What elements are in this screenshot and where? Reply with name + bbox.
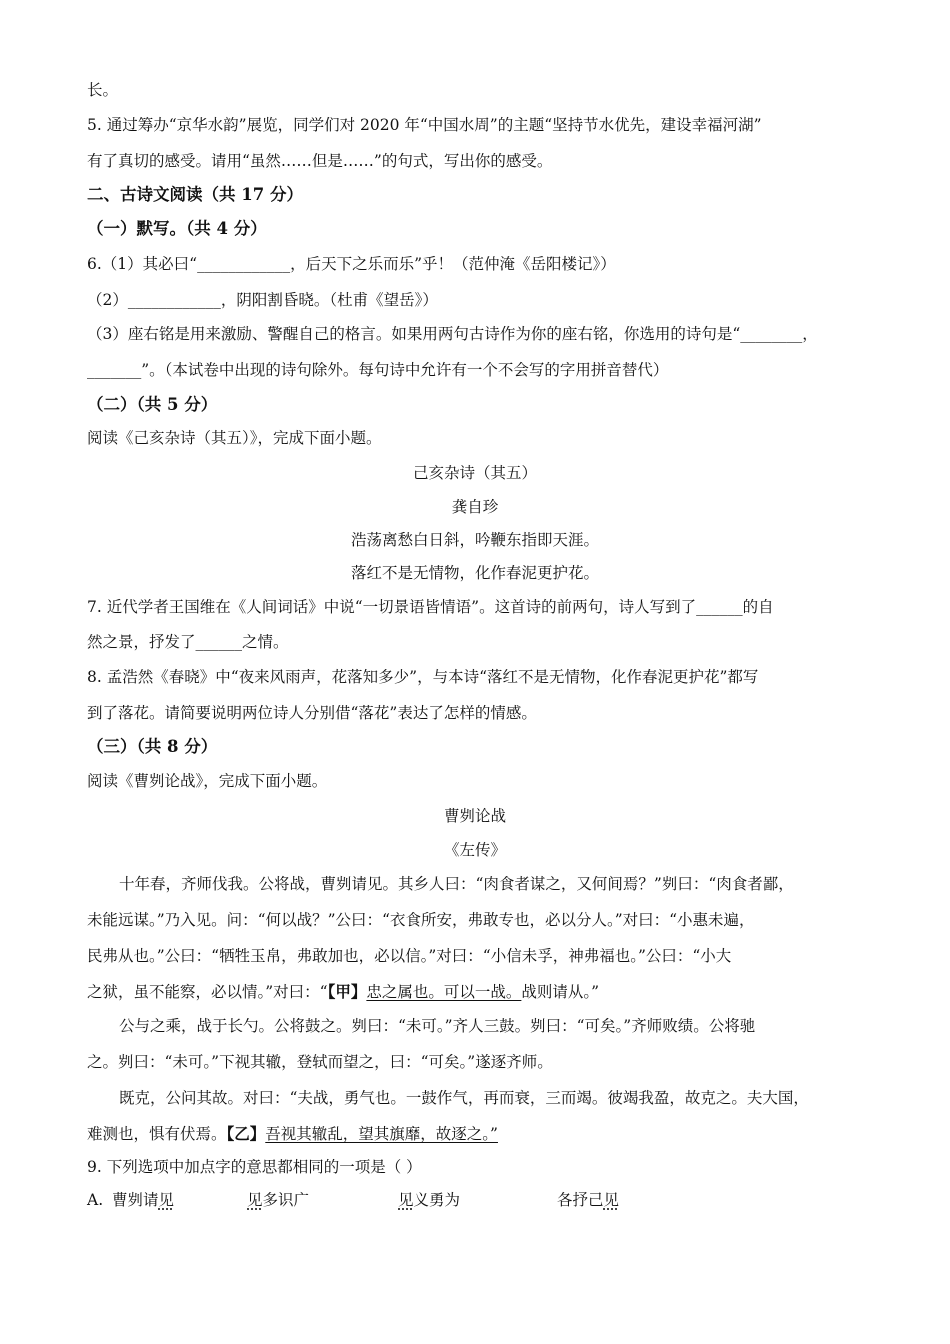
- mark-jia: 【甲】: [327, 982, 367, 1001]
- item2-text: 多识广: [262, 1191, 310, 1209]
- item3-dotted-char: 见: [398, 1191, 414, 1209]
- q5-line1: 5. 通过筹办“京华水韵”展览，同学们对 2020 年“中国水周”的主题“坚持节水优先，建设幸福河湖”: [87, 116, 762, 134]
- section-title: 二、古诗文阅读（共 17 分）: [87, 185, 303, 204]
- poem-title: 己亥杂诗（其五）: [412, 464, 537, 482]
- q9-option-a-item3: [398, 1190, 460, 1210]
- part2-title: （二）（共 5 分）: [87, 395, 218, 414]
- q8-line2: 到了落花。请简要说明两位诗人分别借“落花”表达了怎样的情感。: [87, 704, 537, 722]
- prose-p1-line4: [87, 982, 599, 1002]
- poem-line2: 落红不是无情物，化作春泥更护花。: [350, 564, 599, 582]
- prose-p1-line2: 未能远谋。”乃入见。问：“何以战？”公曰：“衣食所安，弗敢专也，必以分人。”对曰：“小惠未遍，: [87, 911, 755, 929]
- q9-option-a-item2: [247, 1190, 309, 1210]
- q6-1: 6.（1）其必曰“____________，后天下之乐而乐”乎！（范仲淹《岳阳楼记》）: [87, 255, 616, 273]
- q6-2: （2）____________，阴阳割昏晓。（杜甫《望岳》）: [87, 291, 438, 309]
- q9-option-a-label: A.: [87, 1191, 104, 1209]
- part2-intro: 阅读《己亥杂诗（其五）》，完成下面小题。: [87, 429, 382, 447]
- prose-p2-line2: 之。刿曰：“未可。”下视其辙，登轼而望之，曰：“可矣。”遂逐齐师。: [87, 1053, 553, 1071]
- poem-author: 龚自珍: [451, 498, 499, 516]
- q8-line1: 8. 孟浩然《春晓》中“夜来风雨声，花落知多少”，与本诗“落红不是无情物，化作春泥更护花”都写: [87, 668, 759, 686]
- q9-option-a-item1: [112, 1190, 174, 1210]
- q5-line2: 有了真切的感受。请用“虽然……但是……”的句式，写出你的感受。: [87, 152, 553, 170]
- item2-dotted-char: 见: [247, 1191, 263, 1209]
- item1-text: 曹刿请: [112, 1191, 159, 1209]
- prose-p1-line4-text: 之狱，虽不能察，必以情。”对曰：“: [87, 983, 328, 1001]
- q6-3-line1: （3）座右铭是用来激励、警醒自己的格言。如果用两句古诗作为你的座右铭，你选用的诗句是“________，: [87, 325, 818, 343]
- prose-source: 《左传》: [443, 841, 506, 859]
- q9-stem: 9. 下列选项中加点字的意思都相同的一项是（ ）: [87, 1158, 422, 1176]
- mark-yi: 【乙】: [226, 1124, 266, 1143]
- part1-title: （一）默写。（共 4 分）: [87, 219, 267, 238]
- item4-dotted-char: 见: [603, 1191, 620, 1209]
- q7-line2: 然之景，抒发了______之情。: [87, 633, 289, 651]
- part3-intro: 阅读《曹刿论战》，完成下面小题。: [87, 772, 328, 790]
- part3-title: （三）（共 8 分）: [87, 737, 218, 756]
- prose-p3-line1: 既克，公问其故。对曰：“夫战，勇气也。一鼓作气，再而衰，三而竭。彼竭我盈，故克之。夫大国，: [119, 1089, 809, 1107]
- prose-title: 曹刿论战: [443, 807, 506, 825]
- item1-dotted-char: 见: [158, 1191, 175, 1209]
- prose-p1-line4-end: 战则请从。”: [521, 983, 600, 1001]
- q4-tail: 长。: [87, 81, 119, 99]
- prose-p2-line1: 公与之乘，战于长勺。公将鼓之。刿曰：“未可。”齐人三鼓。刿曰：“可矣。”齐师败绩。公将驰: [119, 1017, 756, 1035]
- item4-text: 各抒己: [557, 1191, 604, 1209]
- underlined-sentence-jia: 忠之属也。可以一战。: [366, 983, 522, 1001]
- item3-text: 义勇为: [413, 1191, 461, 1209]
- prose-p1-line1: 十年春，齐师伐我。公将战，曹刿请见。其乡人曰：“肉食者谋之，又何间焉？”刿曰：“肉食者鄙，: [119, 875, 794, 893]
- prose-p3-line2-text: 难测也，惧有伏焉。: [87, 1125, 227, 1143]
- poem-line1: 浩荡离愁白日斜，吟鞭东指即天涯。: [350, 531, 599, 549]
- q6-3-line2: _______”。（本试卷中出现的诗句除外。每句诗中允许有一个不会写的字用拼音替代）: [87, 361, 669, 379]
- q9-option-a-item4: [557, 1190, 619, 1210]
- underlined-sentence-yi: 吾视其辙乱，望其旗靡，故逐之。”: [265, 1125, 498, 1143]
- q7-line1: 7. 近代学者王国维在《人间词话》中说“一切景语皆情语”。这首诗的前两句，诗人写到了______的自: [87, 598, 774, 616]
- prose-p1-line3: 民弗从也。”公曰：“牺牲玉帛，弗敢加也，必以信。”对曰：“小信未孚，神弗福也。”公曰：“小大: [87, 947, 732, 965]
- prose-p3-line2: [87, 1124, 498, 1144]
